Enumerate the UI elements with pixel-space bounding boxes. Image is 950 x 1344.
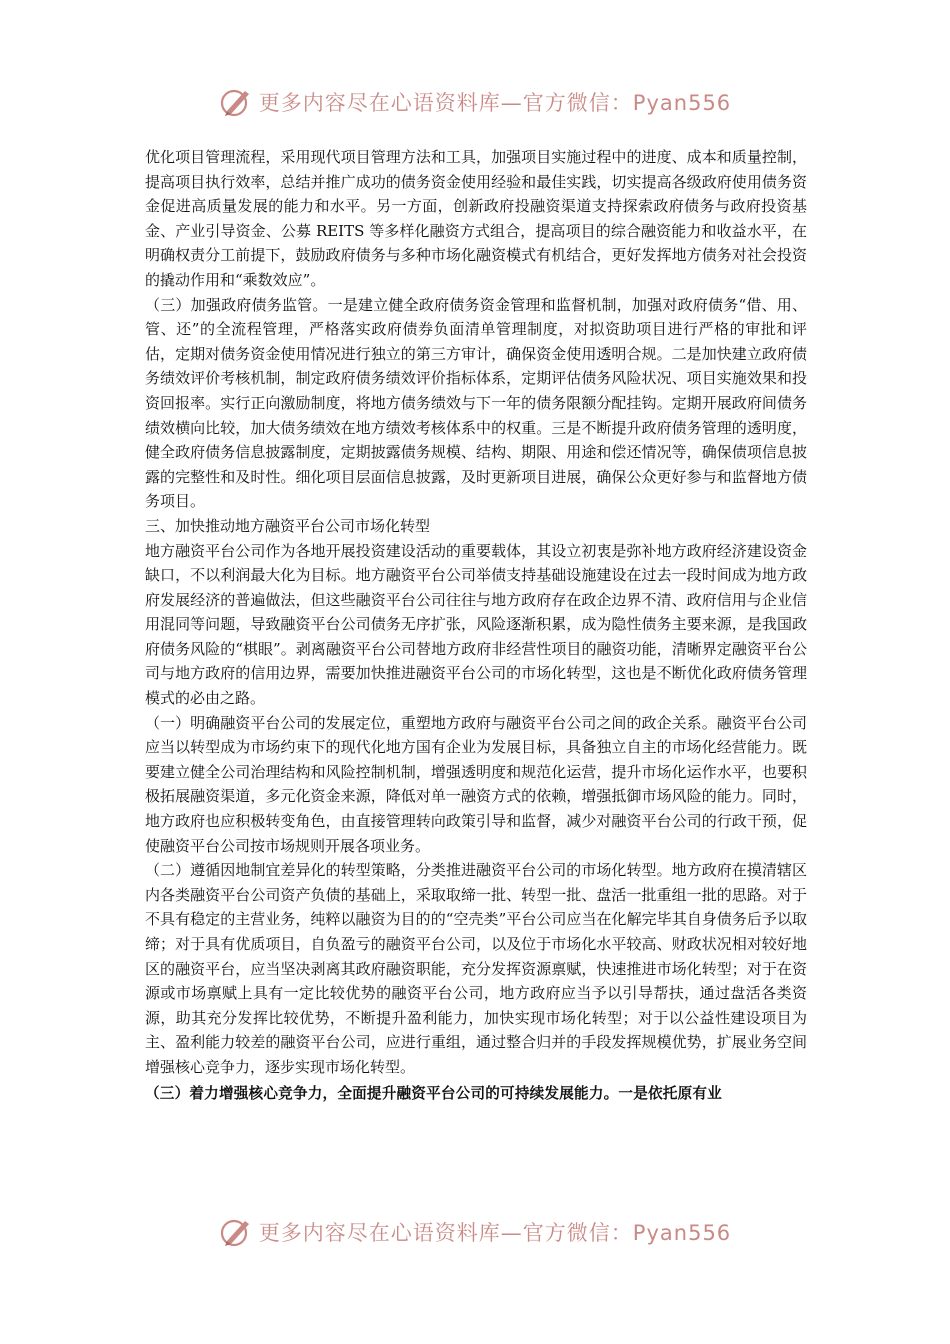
- paragraph: （一）明确融资平台公司的发展定位，重塑地方政府与融资平台公司之间的政企关系。融资平台公司应当以转型成为市场约束下的现代化地方国有企业为发展目标，具备独立自主的市场化经营能力。既要建立健全公司治理结构和风险控制机制，增强透明度和规范化运营，提升市场化运作水平，也要积极拓展融资渠道，多元化资金来源，降低对单一融资方式的依赖，增强抵御市场风险的能力。同时，地方政府也应积极转变角色，由直接管理转向政策引导和监督，减少对融资平台公司的行政干预，促使融资平台公司按市场规则开展各项业务。: [145, 713, 807, 855]
- pen-logo-icon: [219, 1215, 253, 1249]
- document-body: [145, 145, 807, 1106]
- banner-text: 更多内容尽在心语资料库—官方微信：Pyan556: [258, 91, 732, 115]
- section-heading: 三、加快推动地方融资平台公司市场化转型: [145, 516, 431, 535]
- paragraph: （二）遵循因地制宜差异化的转型策略，分类推进融资平台公司的市场化转型。地方政府在摸清辖区内各类融资平台公司资产负债的基础上，采取取缔一批、转型一批、盘活一批重组一批的思路。对于不具有稳定的主营业务，纯粹以融资为目的的“空壳类”平台公司应当在化解完毕其自身债务后予以取缔；对于具有优质项目，自负盈亏的融资平台公司，以及位于市场化水平较高、财政状况相对较好地区的融资平台，应当坚决剥离其政府融资职能，充分发挥资源禀赋，快速推进市场化转型；对于在资源或市场禀赋上具有一定比较优势的融资平台公司，地方政府应当予以引导帮扶，通过盘活各类资源，助其充分发挥比较优势，不断提升盈利能力，加快实现市场化转型；对于以公益性建设项目为主、盈利能力较差的融资平台公司，应进行重组，通过整合归并的手段发挥规模优势，扩展业务空间增强核心竞争力，逐步实现市场化转型。: [145, 861, 807, 1076]
- pen-logo-icon: [219, 85, 253, 119]
- paragraph-bold: （三）着力增强核心竞争力，全面提升融资平台公司的可持续发展能力。一是依托原有业: [145, 1084, 722, 1102]
- paragraph: 地方融资平台公司作为各地开展投资建设活动的重要载体，其设立初衷是弥补地方政府经济建设资金缺口，不以利润最大化为目标。地方融资平台公司举债支持基础设施建设在过去一段时间成为地方政府发展经济的普遍做法，但这些融资平台公司往往与地方政府存在政企边界不清、政府信用与企业信用混同等问题，导致融资平台公司债务无序扩张，风险逐渐积累，成为隐性债务主要来源，是我国政府债务风险的“棋眼”。剥离融资平台公司替地方政府非经营性项目的融资功能，清晰界定融资平台公司与地方政府的信用边界，需要加快推进融资平台公司的市场化转型，这也是不断优化政府债务管理模式的必由之路。: [145, 541, 807, 708]
- footer-watermark-banner: [0, 1212, 950, 1252]
- paragraph: （三）加强政府债务监管。一是建立健全政府债务资金管理和监督机制，加强对政府债务“借、用、管、还”的全流程管理，严格落实政府债券负面清单管理制度，对拟资助项目进行严格的审批和评估，定期对债务资金使用情况进行独立的第三方审计，确保资金使用透明合规。二是加快建立政府债务绩效评价考核机制，制定政府债务绩效评价指标体系，定期评估债务风险状况、项目实施效果和投资回报率。实行正向激励制度，将地方债务绩效与下一年的债务限额分配挂钩。定期开展政府间债务绩效横向比较，加大债务绩效在地方绩效考核体系中的权重。三是不断提升政府债务管理的透明度，健全政府债务信息披露制度，定期披露债务规模、结构、期限、用途和偿还情况等，确保债项信息披露的完整性和及时性。细化项目层面信息披露，及时更新项目进展，确保公众更好参与和监督地方债务项目。: [145, 295, 807, 511]
- header-watermark-banner: [0, 82, 950, 122]
- banner-text: 更多内容尽在心语资料库—官方微信：Pyan556: [258, 1221, 732, 1245]
- paragraph: 优化项目管理流程，采用现代项目管理方法和工具，加强项目实施过程中的进度、成本和质量控制，提高项目执行效率，总结并推广成功的债务资金使用经验和最佳实践，切实提高各级政府使用债务资金促进高质量发展的能力和水平。另一方面，创新政府投融资渠道支持探索政府债务与政府投资基金、产业引导资金、公募 REITS 等多样化融资方式组合，提高项目的综合融资能力和收益水平，在明确权责分工前提下，鼓励政府债务与多种市场化融资模式有机结合，更好发挥地方债务对社会投资的撬动作用和“乘数效应”。: [145, 148, 807, 289]
